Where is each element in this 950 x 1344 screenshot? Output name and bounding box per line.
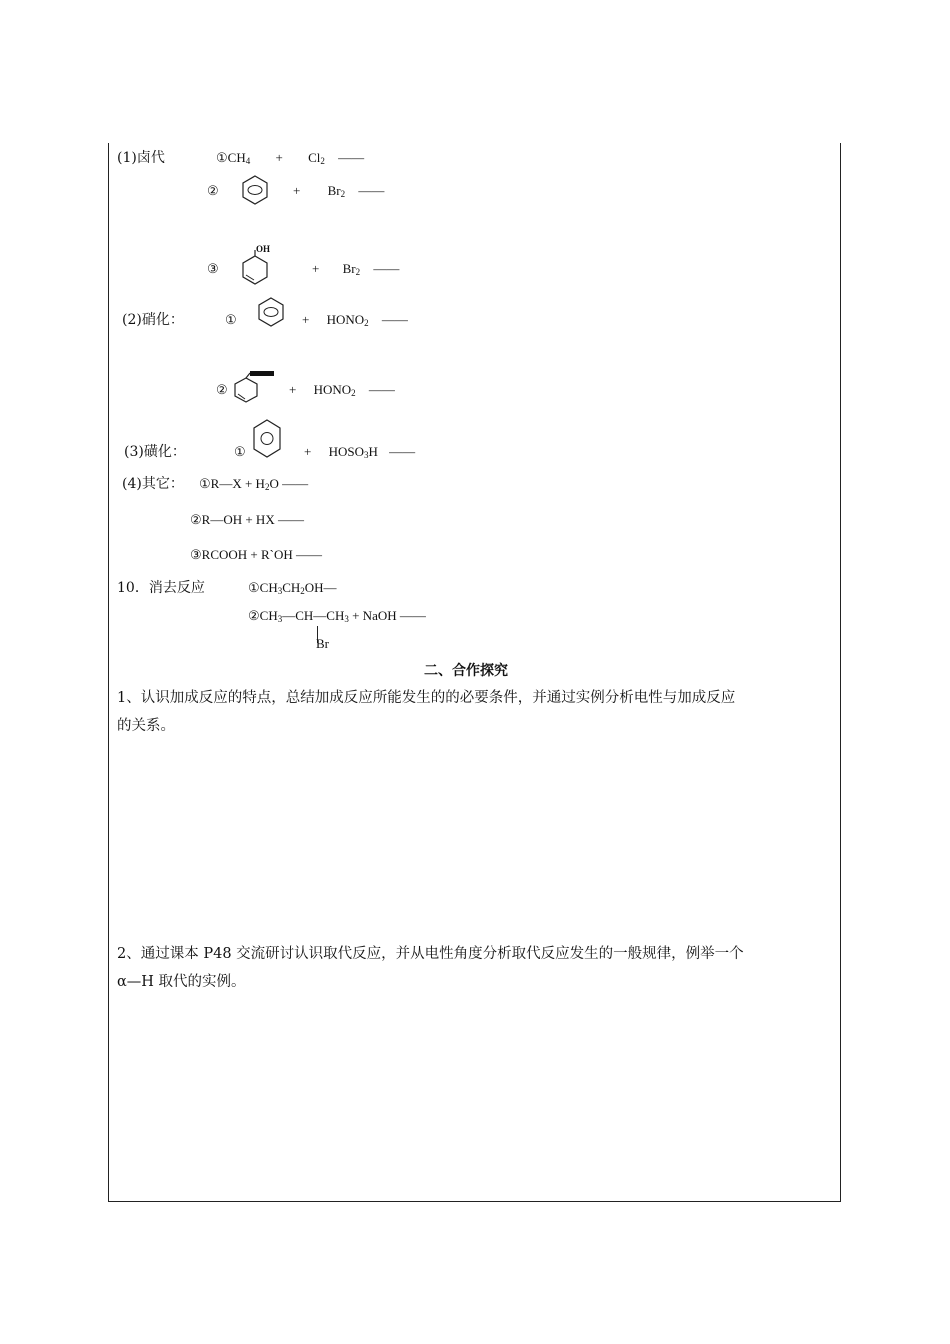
question-2-line-2: α—H 取代的实例。 xyxy=(117,974,246,990)
other-reaction-1: ①R—X + $H_2O$ —— xyxy=(199,476,309,492)
halogenation-reaction-1: $①CH_4 + Cl_2$ —— xyxy=(216,150,365,166)
elimination-reaction-2: $②CH_3—CH—CH_3$ + NaOH —— xyxy=(248,608,426,624)
elimination-reaction-1: $①CH_3CH_2OH—$ xyxy=(248,580,337,596)
other-reaction-2: ②R—OH + HX —— xyxy=(190,512,304,527)
sulfonation-label: (3)磺化： xyxy=(124,444,186,460)
sulfonation-reaction-1: + $HOSO_3H$ —— xyxy=(304,444,416,460)
halogenation-reaction-2: + $Br_2$ —— xyxy=(293,183,385,199)
halogenation-num-2: ② xyxy=(207,183,219,198)
bromine-substituent: Br xyxy=(316,636,329,651)
nitration-label: (2)硝化： xyxy=(122,312,184,328)
nitration-num-1: ① xyxy=(225,312,237,327)
other-label: (4)其它： xyxy=(122,476,184,492)
halogenation-reaction-3: + $Br_2$ —— xyxy=(312,261,400,277)
sulfonation-num-1: ① xyxy=(234,444,246,459)
halogenation-num-3: ③ xyxy=(207,261,219,276)
question-2-line-1: 2、通过课本 P48 交流研讨认识取代反应，并从电性角度分析取代反应发生的一般规律，例举一个 xyxy=(117,946,744,962)
toluene-ring-icon xyxy=(233,371,279,407)
benzene-ring-icon xyxy=(252,419,282,459)
halogenation-label: (1)卤代 xyxy=(117,150,165,166)
benzene-ring-icon xyxy=(240,175,270,205)
benzene-ring-icon xyxy=(256,297,286,327)
question-1-line-2: 的关系。 xyxy=(117,718,175,734)
nitration-num-2: ② xyxy=(216,382,228,397)
other-reaction-3: ③RCOOH + R`OH —— xyxy=(190,547,323,562)
question-1-line-1: 1、认识加成反应的特点，总结加成反应所能发生的的必要条件，并通过实例分析电性与加成反应 xyxy=(117,690,736,706)
section-heading: 二、合作探究 xyxy=(424,663,508,679)
phenol-oh-label: OH xyxy=(256,244,271,254)
nitration-reaction-2: + $HONO_2$ —— xyxy=(289,382,395,398)
nitration-reaction-1: + $HONO_2$ —— xyxy=(302,312,408,328)
elimination-label: 10．消去反应 xyxy=(117,580,205,596)
